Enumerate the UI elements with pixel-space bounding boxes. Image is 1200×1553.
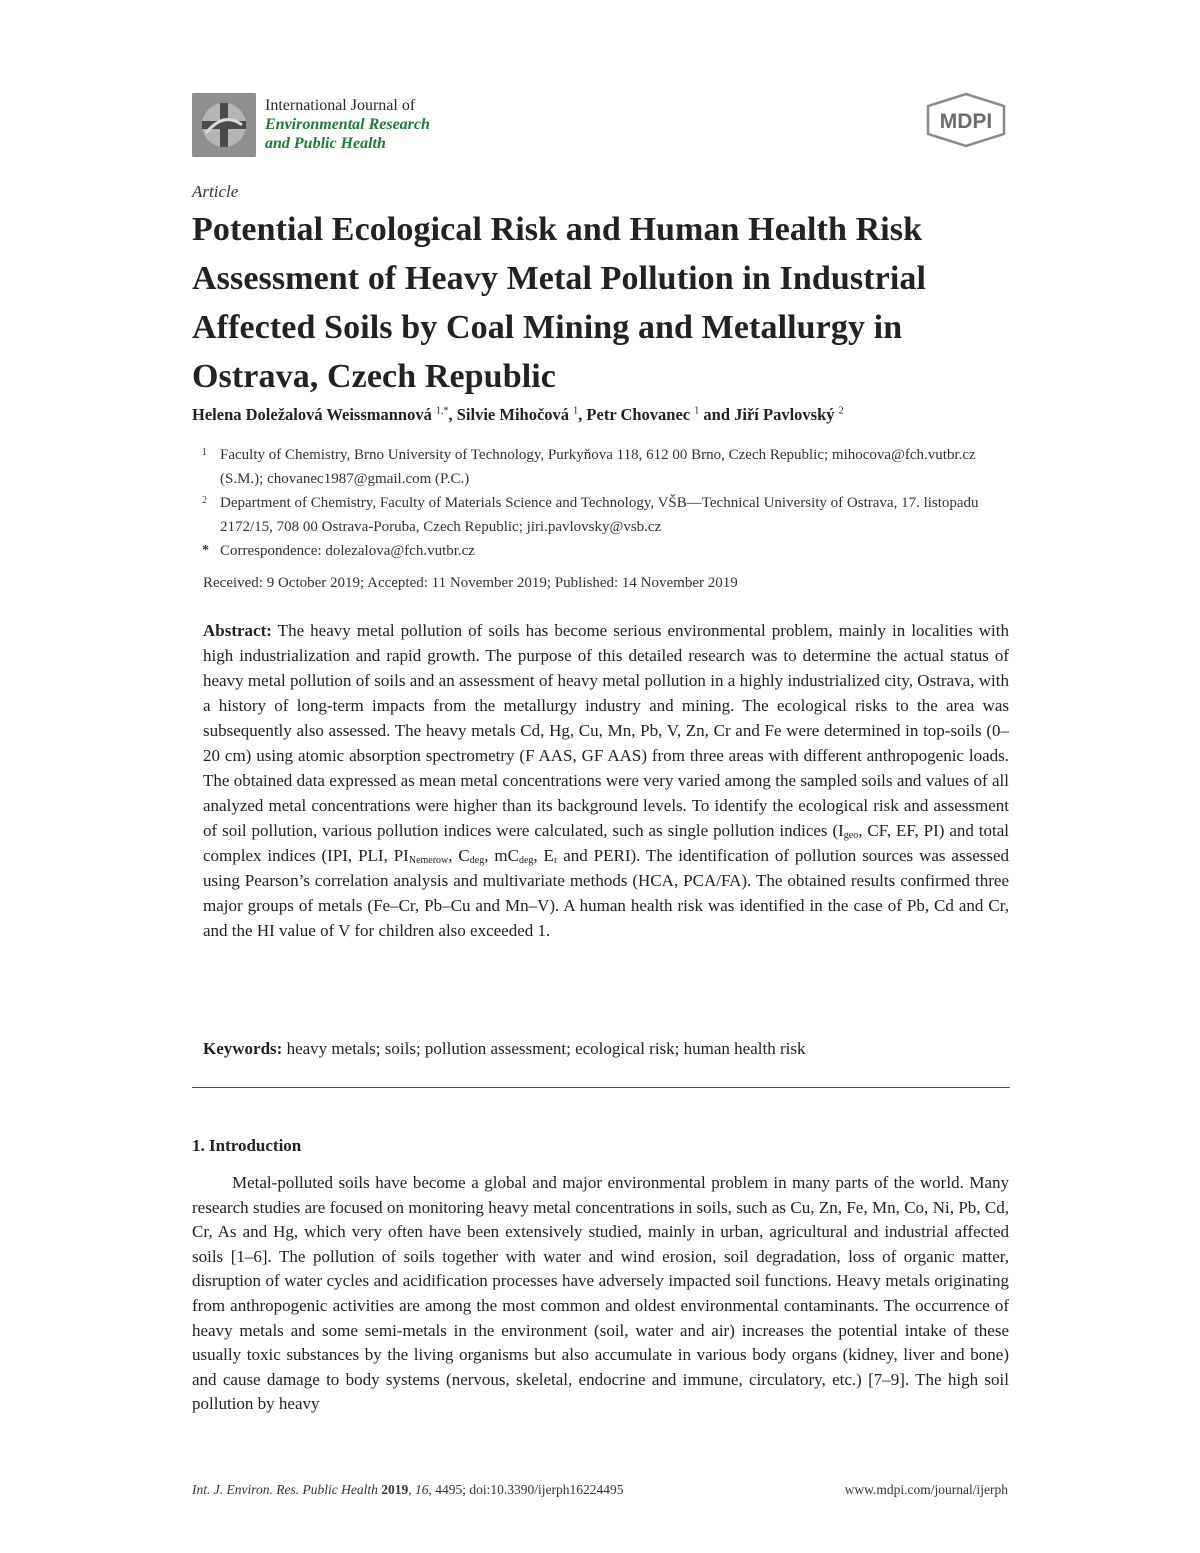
correspondence-text: Correspondence: dolezalova@fch.vutbr.cz <box>220 543 475 559</box>
author-affiliation-mark: 1 <box>694 405 700 417</box>
footer-url[interactable]: www.mdpi.com/journal/ijerph <box>844 1482 1008 1497</box>
subscript: r <box>553 855 558 866</box>
keywords <box>203 1039 1009 1059</box>
journal-logo-icon <box>192 93 256 157</box>
correspondence-mark: * <box>202 543 209 558</box>
mdpi-logo-icon <box>924 92 1008 148</box>
section-paragraph: Metal-polluted soils have become a global and major environmental problem in many parts of the world. Many research studies are focused on monitoring heavy metal concentrations in soils, such as Cu, Zn, Fe, Mn, Co, Ni, Pb, Cd, Cr, As and Hg, which very often have been extensively studied, mainly in urban, agricultural and industrial affected soils [1–6]. The pollution of soils together with water and wind erosion, soil degradation, loss of organic matter, disruption of water cycles and acidification processes have adversely impacted soil functions. Heavy metals originating from anthropogenic activities are among the most common and oldest environmental contaminants. The occurrence of heavy metals and some semi-metals in the environment (soil, water and air) increases the potential intake of these usually toxic substances by the living organisms but also accumulate in various body organs (kidney, liver and bone) and cause damage to body systems (nervous, skeletal, endocrine and immune, circulatory, etc.) [7–9]. The high soil pollution by heavy <box>192 1173 1009 1414</box>
section-heading: 1. Introduction <box>192 1136 302 1155</box>
subscript: deg <box>518 855 534 866</box>
author-affiliation-mark: 1,* <box>436 405 449 417</box>
journal-name-line2: Environmental Research <box>265 116 430 133</box>
author-name: Petr Chovanec <box>586 405 691 424</box>
publication-dates: Received: 9 October 2019; Accepted: 11 November 2019; Published: 14 November 2019 <box>203 575 738 591</box>
footer-volume: 16 <box>414 1482 429 1497</box>
affiliation-item <box>202 443 1002 491</box>
abstract-text: and PERI). The identification of pollution sources was assessed using Pearson’s correlation analysis and multivariate methods (HCA, PCA/FA). The obtained results confirmed three major groups of metals (Fe–Cr, Pb–Cu and Mn–V). A human health risk was identified in the case of Pb, Cd and Cr, and the HI value of V for children also exceeded 1. <box>203 846 1010 940</box>
abstract-text: , mC <box>484 846 519 865</box>
affiliation-mark: 1 <box>202 447 207 458</box>
article-type: Article <box>192 182 239 201</box>
abstract-text: , C <box>448 846 470 865</box>
footer-journal-abbrev: Int. J. Environ. Res. Public Health <box>192 1482 378 1497</box>
keywords-label: Keywords: <box>203 1039 283 1058</box>
affiliation-text: Faculty of Chemistry, Brno University of Technology, Purkyňova 118, 612 00 Brno, Czech Republic; mihocova@fch.vutbr.cz (S.M.); chovanec1987@gmail.com (P.C.) <box>220 447 976 487</box>
abstract-text: , CF, EF, PI) and total complex indices (IPI, PLI, PI <box>203 821 1009 865</box>
journal-name-line1: International Journal of <box>265 97 416 114</box>
article-title: Potential Ecological Risk and Human Health Risk Assessment of Heavy Metal Pollution in Industrial Affected Soils by Coal Mining and Metallurgy in Ostrava, Czech Republic <box>192 211 927 395</box>
journal-name-line3: and Public Health <box>265 135 386 152</box>
author-list: Helena Doležalová Weissmannová $^{1,*}$, Silvie Mihočová $^1$, Petr Chovanec $^1$ and Jiří Pavlovský $^2$ <box>192 405 844 424</box>
footer-citation-rest: , 4495; doi:10.3390/ijerph16224495 <box>428 1482 624 1497</box>
abstract <box>203 618 1009 943</box>
footer-citation: Int. J. Environ. Res. Public Health 2019, 16, 4495; doi:10.3390/ijerph16224495 <box>192 1482 624 1497</box>
footer-year: 2019 <box>381 1482 409 1497</box>
author-name: Helena Doležalová Weissmannová <box>192 405 432 424</box>
mdpi-logo-text: MDPI <box>939 110 993 133</box>
author-name: Jiří Pavlovský <box>734 405 835 424</box>
affiliation-mark: 2 <box>202 495 207 506</box>
author-conjunction: and <box>703 405 730 424</box>
abstract-label: Abstract: <box>203 621 272 640</box>
journal-name <box>265 96 430 153</box>
author-name: Silvie Mihočová <box>456 405 570 424</box>
author-affiliation-mark: 1 <box>573 405 579 417</box>
keywords-text: heavy metals; soils; pollution assessment; ecological risk; human health risk <box>282 1039 806 1058</box>
correspondence-item <box>202 539 1002 563</box>
divider <box>192 1087 1010 1088</box>
author-affiliation-mark: 2 <box>838 405 844 417</box>
affiliation-text: Department of Chemistry, Faculty of Materials Science and Technology, VŠB—Technical University of Ostrava, 17. listopadu 2172/15, 708 00 Ostrava-Poruba, Czech Republic; jiri.pavlovsky@vsb.cz <box>220 495 979 535</box>
affiliation-item <box>202 491 1002 539</box>
subscript: Nemerow <box>408 855 449 866</box>
abstract-text: The heavy metal pollution of soils has become serious environmental problem, mainly in localities with high industrialization and rapid growth. The purpose of this detailed research was to determine the actual status of heavy metal pollution of soils and an assessment of heavy metal pollution in a highly industrialized city, Ostrava, with a history of long-term impacts from the metallurgy industry and mining. The ecological risks to the area was subsequently also assessed. The heavy metals Cd, Hg, Cu, Mn, Pb, V, Zn, Cr and Fe were determined in top-soils (0–20 cm) using atomic absorption spectrometry (F AAS, GF AAS) from three areas with different anthropogenic loads. The obtained data expressed as mean metal concentrations were very varied among the sampled soils and values of all analyzed metal concentrations were higher than its background levels. To identify the ecological risk and assessment of soil pollution, various pollution indices were calculated, such as single pollution indices (I <box>203 621 1009 840</box>
abstract-text: , E <box>533 846 554 865</box>
subscript: geo <box>843 830 859 841</box>
subscript: deg <box>469 855 485 866</box>
affiliation-list <box>202 443 1002 563</box>
